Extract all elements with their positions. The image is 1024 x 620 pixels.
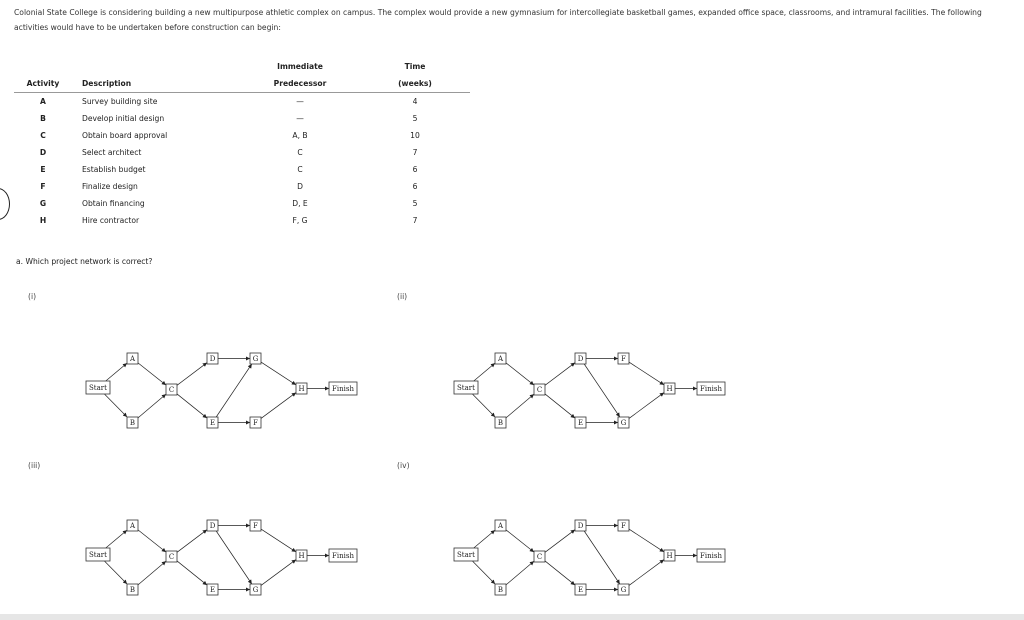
node-label-top2: G: [252, 355, 259, 363]
node-label-h: H: [298, 552, 305, 560]
node-label-top1: D: [577, 522, 584, 530]
activity-cell: B: [40, 114, 46, 123]
description-cell: Finalize design: [82, 182, 138, 191]
header-activity: Activity: [14, 75, 72, 93]
node-label-c: C: [536, 386, 543, 394]
problem-intro-text: Colonial State College is considering building a new multipurpose athletic complex on campus. The complex would provide a new gymnasium for intercollegiate basketball games, expanded office space, classrooms, and intramural facilities. The following activities would have to be undertaken before construction can begin:: [14, 8, 982, 32]
edge-b-to-c: [506, 561, 534, 585]
predecessor-cell: C: [297, 165, 303, 174]
node-label-bot1: E: [577, 419, 584, 427]
description-cell: Obtain financing: [82, 199, 145, 208]
node-label-top2: F: [621, 522, 626, 530]
time-cell: 5: [412, 199, 418, 208]
edge-top2-to-h: [629, 529, 664, 552]
time-cell: 6: [412, 165, 418, 174]
predecessor-cell: F, G: [292, 216, 308, 225]
node-label-a: A: [497, 355, 504, 363]
activity-cell: G: [39, 199, 47, 208]
node-b: [495, 584, 506, 595]
edge-c-to-top1: [545, 530, 575, 553]
activity-cell: D: [39, 148, 47, 157]
node-label-bot1: E: [209, 586, 216, 594]
node-label-finish: Finish: [332, 385, 354, 393]
header-time: Time: [404, 62, 426, 71]
node-start: [454, 548, 478, 561]
node-c: [534, 551, 545, 562]
time-cell: 10: [410, 131, 420, 140]
node-label-c: C: [168, 386, 175, 394]
node-label-finish: Finish: [332, 552, 354, 560]
node-label-start: Start: [457, 551, 475, 559]
node-label-bot2: G: [620, 586, 627, 594]
predecessor-cell: —: [296, 114, 304, 123]
description-cell: Select architect: [82, 148, 142, 157]
description-cell: Obtain board approval: [82, 131, 168, 140]
header-immediate: Immediate: [277, 62, 323, 71]
node-label-bot1: E: [209, 419, 216, 427]
node-top1: [575, 520, 586, 531]
predecessor-cell: C: [297, 148, 303, 157]
activity-cell: C: [40, 131, 46, 140]
node-label-h: H: [666, 385, 673, 393]
node-label-bot1: E: [577, 586, 584, 594]
bottom-scroll-strip: [0, 614, 1024, 620]
predecessor-cell: —: [296, 97, 304, 106]
edge-a-to-c: [506, 530, 534, 552]
node-label-top2: F: [253, 522, 258, 530]
description-cell: Develop initial design: [82, 114, 165, 123]
node-label-start: Start: [89, 384, 107, 392]
node-label-finish: Finish: [700, 385, 722, 393]
node-label-bot2: F: [253, 419, 258, 427]
activity-cell: F: [40, 182, 46, 191]
node-h: [664, 550, 675, 561]
node-label-bot2: G: [252, 586, 259, 594]
node-label-c: C: [536, 553, 543, 561]
node-label-top1: D: [209, 355, 216, 363]
description-cell: Hire contractor: [82, 216, 140, 225]
node-label-top2: F: [621, 355, 626, 363]
predecessor-cell: A, B: [292, 131, 308, 140]
edge-top1-to-bot2: [584, 531, 620, 584]
node-label-bot2: G: [620, 419, 627, 427]
time-cell: 6: [412, 182, 418, 191]
node-label-top1: D: [209, 522, 216, 530]
edge-start-to-a: [474, 530, 495, 548]
time-cell: 7: [412, 216, 418, 225]
node-label-h: H: [666, 552, 673, 560]
node-label-top1: D: [577, 355, 584, 363]
node-label-b: B: [129, 586, 136, 594]
node-bot1: [575, 584, 586, 595]
activity-cell: E: [40, 165, 46, 174]
header-weeks: (weeks): [360, 75, 470, 93]
question-text: a. Which project network is correct?: [16, 257, 153, 266]
node-label-a: A: [497, 522, 504, 530]
node-label-h: H: [298, 385, 305, 393]
node-top2: [618, 520, 629, 531]
predecessor-cell: D: [297, 182, 303, 191]
node-a: [495, 520, 506, 531]
node-bot2: [618, 584, 629, 595]
description-cell: Survey building site: [82, 97, 158, 106]
node-label-finish: Finish: [700, 552, 722, 560]
node-label-b: B: [497, 419, 504, 427]
node-label-start: Start: [457, 384, 475, 392]
edge-bot2-to-h: [629, 560, 664, 586]
node-label-b: B: [129, 419, 136, 427]
edge-start-to-b: [472, 561, 495, 584]
option-label-iii[interactable]: (iii): [28, 461, 41, 470]
node-finish: [697, 549, 725, 562]
node-label-c: C: [168, 553, 175, 561]
header-predecessor: Predecessor: [240, 75, 360, 93]
node-label-b: B: [497, 586, 504, 594]
node-label-a: A: [129, 355, 136, 363]
option-label-ii[interactable]: (ii): [397, 292, 408, 301]
option-label-i[interactable]: (i): [28, 292, 37, 301]
time-cell: 5: [412, 114, 418, 123]
description-cell: Establish budget: [82, 165, 146, 174]
activity-cell: H: [39, 216, 47, 225]
node-label-start: Start: [89, 551, 107, 559]
header-description: Description: [72, 75, 240, 93]
time-cell: 4: [412, 97, 418, 106]
node-label-a: A: [129, 522, 136, 530]
predecessor-cell: D, E: [292, 199, 308, 208]
activity-cell: A: [40, 97, 46, 106]
time-cell: 7: [412, 148, 418, 157]
option-label-iv[interactable]: (iv): [397, 461, 410, 470]
edge-c-to-bot1: [545, 561, 575, 585]
